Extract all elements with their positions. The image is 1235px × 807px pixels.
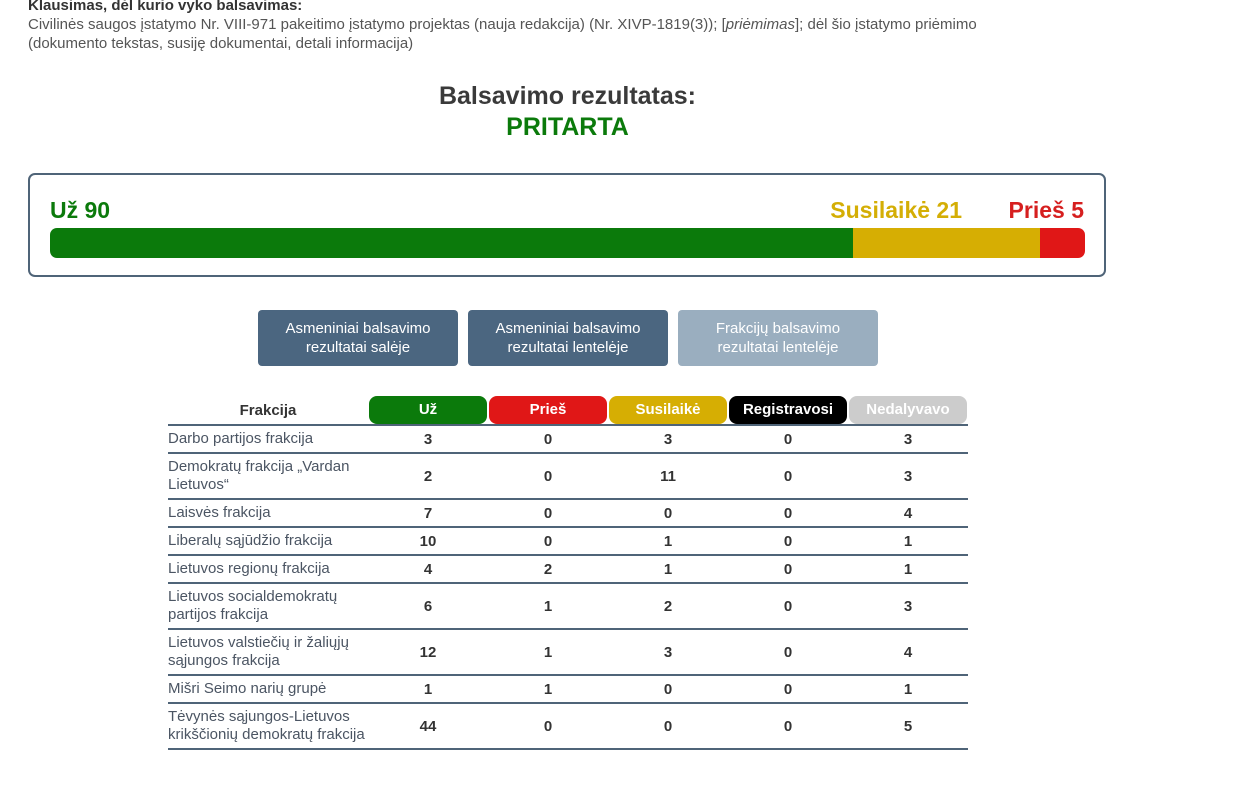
faction-results-table-button[interactable]: Frakcijų balsavimo rezultatai lentelėje [678, 310, 878, 366]
cell-registravosi: 0 [783, 504, 793, 522]
faction-name: Tėvynės sąjungos-Lietuvos krikščionių demokratų frakcija [168, 708, 365, 743]
cell-susilaike: 1 [663, 560, 673, 578]
cell-nedalyvavo: 4 [903, 643, 913, 661]
question-details-link[interactable]: (dokumento tekstas, susiję dokumentai, detali informacija) [28, 35, 414, 52]
vote-bar-susilaike-segment [853, 228, 1040, 258]
cell-uz: 1 [423, 680, 433, 698]
vote-summary-box [28, 173, 1106, 277]
cell-pries: 0 [543, 532, 553, 550]
result-value: PRITARTA [506, 113, 629, 141]
cell-pries: 0 [543, 504, 553, 522]
pries-count-label: Prieš 5 [1008, 197, 1084, 223]
cell-nedalyvavo: 3 [903, 430, 913, 448]
table-row [168, 583, 968, 629]
cell-uz: 12 [419, 643, 437, 661]
header-nedalyvavo [848, 396, 968, 425]
question-text-start[interactable]: Civilinės saugos įstatymo Nr. VIII-971 pakeitimo įstatymo projektas (nauja redakcija) (Nr. XIVP-1819(3)); [ [28, 16, 726, 33]
question-label: Klausimas, dėl kurio vyko balsavimas: [28, 0, 303, 14]
cell-nedalyvavo: 4 [903, 504, 913, 522]
cell-pries: 0 [543, 717, 553, 735]
cell-pries: 2 [543, 560, 553, 578]
cell-registravosi: 0 [783, 430, 793, 448]
cell-uz: 3 [423, 430, 433, 448]
header-susilaike [608, 396, 728, 425]
cell-registravosi: 0 [783, 643, 793, 661]
header-uz-label: Už [369, 396, 487, 424]
cell-nedalyvavo: 3 [903, 597, 913, 615]
cell-uz: 2 [423, 467, 433, 485]
cell-susilaike: 3 [663, 643, 673, 661]
table-row [168, 527, 968, 555]
question-block [28, 0, 1128, 53]
header-nedalyvavo-label: Nedalyvavo [849, 396, 967, 424]
cell-registravosi: 0 [783, 717, 793, 735]
cell-pries: 0 [543, 430, 553, 448]
faction-name: Lietuvos valstiečių ir žaliųjų sąjungos frakcija [168, 634, 349, 669]
header-uz [368, 396, 488, 425]
question-text [28, 15, 1128, 53]
header-registravosi [728, 396, 848, 425]
cell-uz: 10 [419, 532, 437, 550]
cell-registravosi: 0 [783, 467, 793, 485]
cell-nedalyvavo: 1 [903, 532, 913, 550]
cell-uz: 4 [423, 560, 433, 578]
table-row [168, 629, 968, 675]
table-row [168, 425, 968, 453]
header-frakcija: Frakcija [239, 401, 297, 419]
table-header-row [168, 396, 968, 425]
faction-results-table [168, 396, 968, 750]
cell-nedalyvavo: 1 [903, 560, 913, 578]
cell-nedalyvavo: 3 [903, 467, 913, 485]
question-text-end: ]; dėl šio įstatymo priėmimo [794, 16, 977, 33]
susilaike-count-label: Susilaikė 21 [830, 197, 962, 223]
faction-name: Darbo partijos frakcija [168, 430, 314, 447]
cell-susilaike: 0 [663, 680, 673, 698]
header-pries-label: Prieš [489, 396, 607, 424]
cell-uz: 44 [419, 717, 437, 735]
table-row [168, 453, 968, 499]
table-row [168, 703, 968, 749]
cell-nedalyvavo: 5 [903, 717, 913, 735]
faction-name: Lietuvos socialdemokratų partijos frakcija [168, 588, 338, 623]
faction-name: Liberalų sąjūdžio frakcija [168, 532, 333, 549]
cell-susilaike: 3 [663, 430, 673, 448]
header-pries [488, 396, 608, 425]
cell-registravosi: 0 [783, 597, 793, 615]
cell-pries: 1 [543, 597, 553, 615]
faction-name: Demokratų frakcija „Vardan Lietuvos“ [168, 458, 350, 493]
uz-count-label: Už 90 [50, 197, 111, 223]
cell-susilaike: 1 [663, 532, 673, 550]
table-row [168, 555, 968, 583]
vote-bar-uz-segment [50, 228, 853, 258]
cell-nedalyvavo: 1 [903, 680, 913, 698]
cell-pries: 1 [543, 680, 553, 698]
personal-results-table-button[interactable]: Asmeniniai balsavimo rezultatai lentelėje [468, 310, 668, 366]
table-row [168, 499, 968, 527]
table-row [168, 675, 968, 703]
cell-pries: 1 [543, 643, 553, 661]
cell-registravosi: 0 [783, 560, 793, 578]
question-stage: priėmimas [725, 16, 795, 33]
faction-name: Laisvės frakcija [168, 504, 271, 521]
header-registravosi-label: Registravosi [729, 396, 847, 424]
personal-results-hall-button[interactable]: Asmeniniai balsavimo rezultatai salėje [258, 310, 458, 366]
cell-registravosi: 0 [783, 680, 793, 698]
cell-susilaike: 0 [663, 717, 673, 735]
cell-registravosi: 0 [783, 532, 793, 550]
header-susilaike-label: Susilaikė [609, 396, 727, 424]
cell-susilaike: 0 [663, 504, 673, 522]
cell-pries: 0 [543, 467, 553, 485]
faction-name: Lietuvos regionų frakcija [168, 560, 330, 577]
cell-susilaike: 2 [663, 597, 673, 615]
cell-uz: 7 [423, 504, 433, 522]
vote-bar [50, 228, 1085, 258]
faction-name: Mišri Seimo narių grupė [168, 680, 327, 697]
cell-uz: 6 [423, 597, 433, 615]
cell-susilaike: 11 [660, 467, 676, 485]
result-title: Balsavimo rezultatas: [438, 82, 697, 110]
vote-bar-pries-segment [1040, 228, 1085, 258]
